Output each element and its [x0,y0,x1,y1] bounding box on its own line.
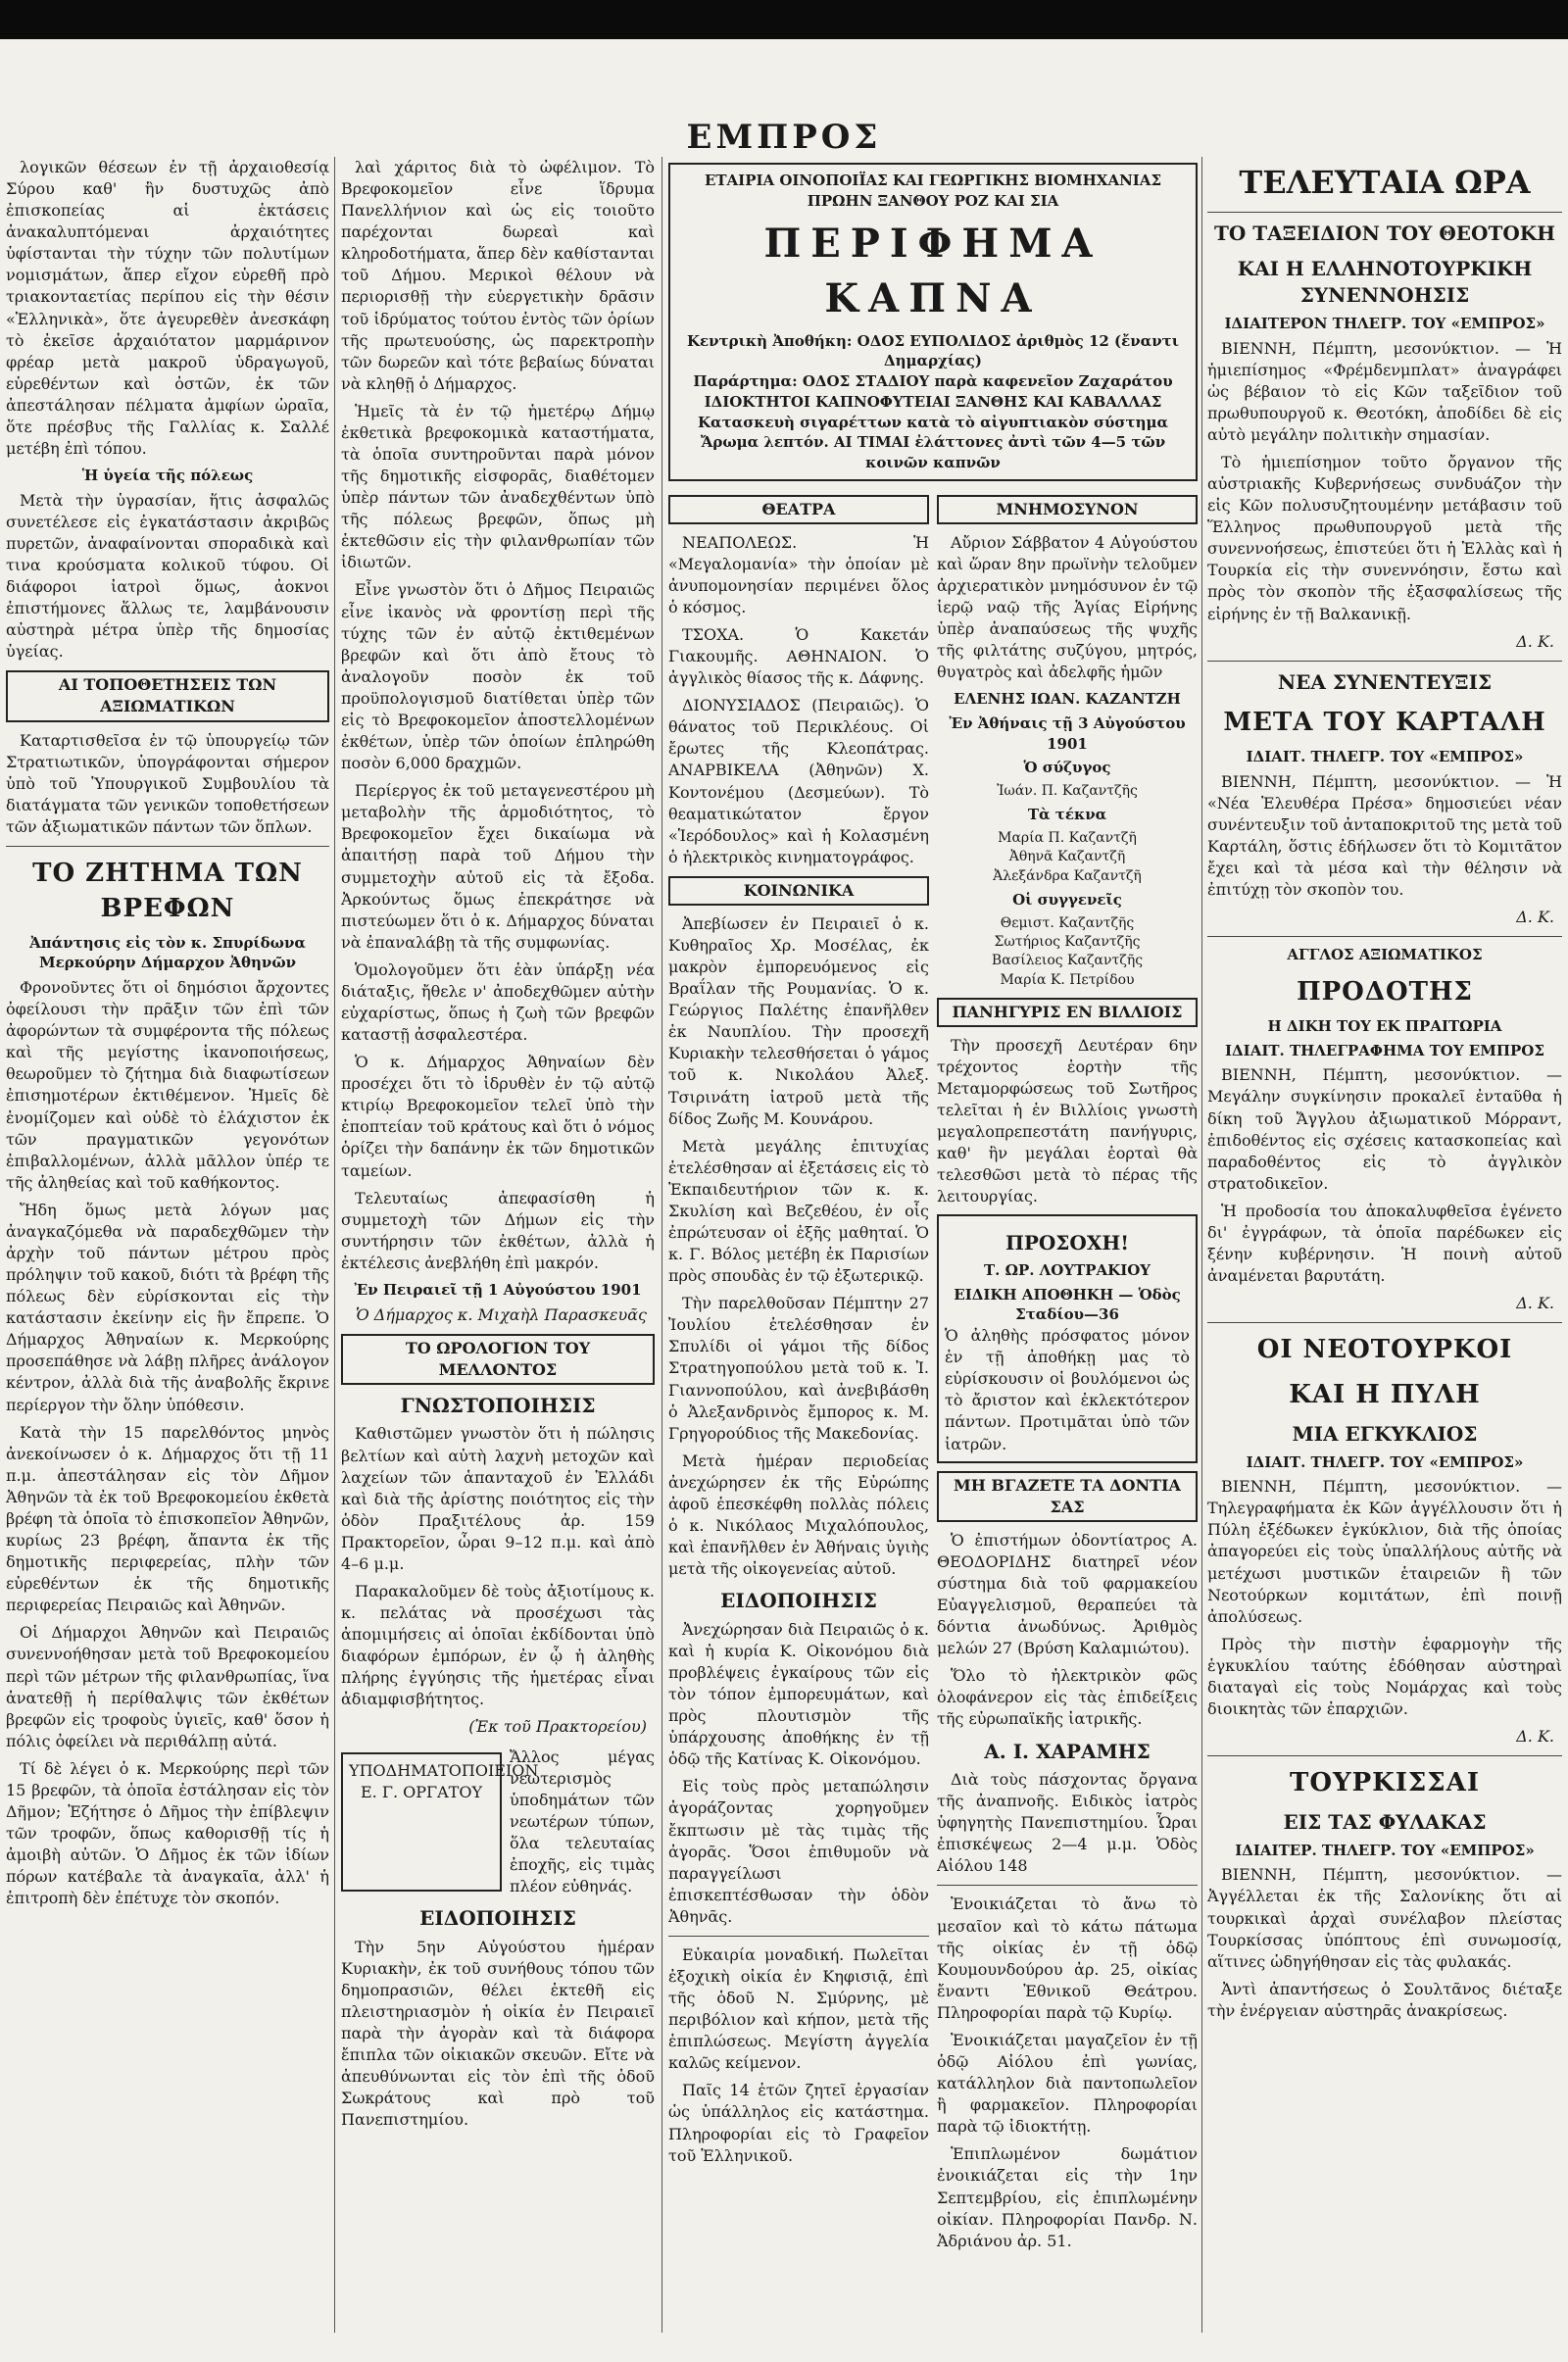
article-text: Παρακαλοῦμεν δὲ τοὺς ἀξιοτίμους κ. κ. πελάτας νὰ προσέχωσι τὰς ἀπομιμήσεις αἱ ὁποῖαι ἐκδίδονται ὑπὸ διαφόρων ἐμπόρων, ἐν ᾧ ἡ ἀληθὴς πλήρης ἐγγύησις τῆς ἡμετέρας εἶναι ἀδιαμφισβήτητος. [341,1581,655,1709]
article-text: Ἡ προδοσία του ἀποκαλυφθεῖσα ἐγένετο δι' ἐγγράφων, τὰ ὁποῖα παρέδωκεν εἰς ξένην κυβέρνησιν. Ἡ ποινὴ αὐτοῦ ἀναμένεται βαρυτάτη. [1207,1201,1562,1286]
classified-ad: Ἐνοικιάζεται μαγαζεῖον ἐν τῇ ὁδῷ Αἰόλου ἐπὶ γωνίας, κατάλληλον διὰ παντοπωλεῖον ἢ φαρμακεῖον. Πληροφορίαι παρὰ τῷ ἰδιοκτήτῃ. [937,2030,1198,2137]
social-heading: ΚΟΙΝΩΝΙΚΑ [668,876,929,906]
article-text: Αὔριον Σάββατον 4 Αὐγούστου καὶ ὥραν 8ην πρωϊνὴν τελοῦμεν ἀρχιερατικὸν μνημόσυνον ἐν τῷ ἱερῷ ναῷ τῆς Ἁγίας Εἰρήνης ὑπὲρ ἀναπαύσεως τῆς ψυχῆς τῆς φιλτάτης συζύγου, μητρός, θυγατρὸς καὶ ἀδελφῆς ἡμῶν [937,532,1198,682]
family-member: Μαρία Π. Καζαντζῆ [998,829,1137,846]
article-headline: ΚΑΙ Η ΠΥΛΗ [1289,1380,1481,1410]
article-text: Τί δὲ λέγει ὁ κ. Μερκούρης περὶ τῶν 15 βρεφῶν, τὰ ὁποῖα ἐστάλησαν εἰς τὸν Δῆμον; Ἐζήτησε ὁ Δῆμος τὴν ἐπίβλεψιν τῶν τροφῶν, ὅπως καθορισθῇ τίς ἡ ἀμοιβὴ αὐτῶν. Ὁ Δῆμος ἐκ τῶν ἰδίων πόρων κατέβαλε τὰ ἀναγκαῖα, ἀλλ' ἡ ἐπιτροπὴ δὲν ἐπέτυχε τὸν σκοπόν. [6,1758,329,1908]
tobacco-ad-line: Ἄρωμα λεπτόν. ΑΙ ΤΙΜΑΙ ἐλάττονες ἀντὶ τῶν 4—5 τῶν κοινῶν καπνῶν [700,433,1166,471]
article-text: Ὅλο τὸ ἠλεκτρικὸν φῶς ὁλοφάνερον εἰς τὰς ἐπιδείξεις τῆς εὐρωπαϊκῆς ἰατρικῆς. [937,1666,1198,1729]
article-text: λογικῶν θέσεων ἐν τῇ ἀρχαιοθεσίᾳ Σύρου καθ' ἣν δυστυχῶς ἀπὸ ἐπισκοπείας αἱ ἐκτάσεις ἀνακαλυπτόμεναι ἀρχαιότητες ὑφίστανται τὴν τύχην τῶν πολυτίμων νομισμάτων, ἅπερ εἴχον εὑρεθῆ πρὸ τριακονταετίας περίπου εἰς τὴν θέσιν «Ἑλληνικὰ», ὅτε ἀγευρεθὲν ἀνεσκάφη τὸ ἐκεῖσε ἀρχαιότατον μαρμάρινον φρέαρ μετὰ μακροῦ ὑδραγωγοῦ, εὑρεθέντων καὶ ὀστῶν, ἐκ τῶν ἀπεστάλησαν πέλματα ἀμφίων ὠραῖα, ὅτε πρέσβυς τῆς Γαλλίας κ. Σαλλέ μετέβη ἐπὶ τόπου. [6,158,329,459]
divider [1207,661,1562,662]
article-headline: ΤΟΥΡΚΙΣΣΑΙ [1290,1768,1480,1798]
memorial-heading: ΜΝΗΜΟΣΥΝΟΝ [937,495,1198,524]
tobacco-ad-former: ΠΡΩΗΝ ΞΑΝΘΟΥ ΡΟΖ ΚΑΙ ΣΙΑ [807,191,1059,210]
article-text: Εἰς τοὺς πρὸς μεταπώλησιν ἀγοράζοντας χορηγοῦμεν ἔκπτωσιν μὲ τὰς τιμὰς τῆς ἀγορᾶς. Ὅσοι ἐπιθυμοῦν νὰ παραγγείλωσι ἐπισκεπτέσθωσαν τὴν ὁδὸν Ἀθηνᾶς. [668,1777,929,1926]
article-text: Ὁ ἀληθὴς πρόσφατος μόνον ἐν τῇ ἀποθήκῃ μας τὸ εὑρίσκουσιν οἱ βουλόμενοι ὡς τὸ ἄριστον καὶ ἐκλεκτότερον πάντων. Προτιμᾶται ὑπὸ τῶν ἰατρῶν. [945,1326,1190,1453]
attention-heading: ΠΡΟΣΟΧΗ! [1004,1230,1130,1255]
article-text: Μετὰ ἡμέραν περιοδείας ἀνεχώρησεν ἐκ τῆς Εὐρώπης ἀφοῦ ἐπεσκέφθη πολλὰς πόλεις ὁ κ. Νικόλαος Μιχαλόπουλος, καὶ ἐπανῆλθεν ἐν Ἀθήναις ὑγιὴς μετὰ τῆς οἰκογενείας αὐτοῦ. [668,1451,929,1579]
attention-sub: ΕΙΔΙΚΗ ΑΠΟΘΗΚΗ — Ὁδὸς Σταδίου—36 [954,1285,1181,1324]
masthead: ΕΜΠΡΟΣ [686,118,882,157]
dateline: ΙΔΙΑΙΤ. ΤΗΛΕΓΡ. ΤΟΥ «ΕΜΠΡΟΣ» [1246,748,1524,766]
tobacco-ad-line: Κατασκευὴ σιγαρέττων κατὰ τὸ αἰγυπτιακὸν σύστημα [698,413,1168,431]
theatres-heading: ΘΕΑΤΡΑ [668,495,929,524]
article-text: Τὸ ἡμιεπίσημον τοῦτο ὄργανον τῆς αὐστριακῆς Κυβερνήσεως συνδυάζον τὴν εἰς Κῶν πολυσυζητουμένην μετάβασιν τοῦ Ἕλληνος πρωθυπουργοῦ μετὰ τῆς συνεννοήσεως, ἐπιστεύει ὅτι ἡ Ἑλλὰς καὶ ἡ Τουρκία εἰς τὴν συνεννόησιν, ἔστω καὶ πρὸς τὸν σκοπὸν τῆς ἐξασφαλίσεως τῆς εἰρήνης ἐν τῇ Βαλκανικῇ. [1207,453,1562,623]
shoe-ad-title: ΥΠΟΔΗΜΑΤΟΠΟΙΕΙΟΝ Ε. Γ. ΟΡΓΑΤΟΥ [341,1752,502,1893]
column-2 [341,157,655,2333]
divider [1207,212,1562,213]
dateline: Ἐν Πειραιεῖ τῇ 1 Αὐγούστου 1901 [354,1280,642,1299]
article-text: Ὁ ἐπιστήμων ὀδοντίατρος Α. ΘΕΟΔΟΡΙΔΗΣ διατηρεῖ νέον σύστημα διὰ τοῦ φαρμακείου Εὐαγγελισμοῦ, θεραπεύει τὰ δόντια ἀνωδύνως. Ἀριθμὸς μελών 27 (Βρύση Καλαμιώτου). [937,1530,1198,1658]
column-3-split [668,487,1198,2258]
signature: Δ. Κ. [1516,631,1554,651]
article-headline: ΑΓΓΛΟΣ ΑΞΙΩΜΑΤΙΚΟΣ [1287,946,1483,964]
article-headline: ΠΡΟΔΟΤΗΣ [1297,977,1473,1008]
classified-ad: Ἐνοικιάζεται τὸ ἄνω τὸ μεσαῖον καὶ τὸ κάτω πάτωμα τῆς οἰκίας ἐν τῇ ὁδῷ Κουμουνδούρου ἀρ. 25, οἰκίας ἔναντι Ἐθνικοῦ Θεάτρου. Πληροφορίαι παρὰ τῷ Κυρίῳ. [937,1895,1198,2022]
article-subheadline: Η ΔΙΚΗ ΤΟΥ ΕΚ ΠΡΑΙΤΩΡΙΑ [1267,1016,1502,1035]
column-3-left [668,487,929,2258]
article-text: λαὶ χάριτος διὰ τὸ ὠφέλιμον. Τὸ Βρεφοκομεῖον εἶνε ἵδρυμα Πανελλήνιον καὶ ὡς εἰς τοιοῦτο παρέχονται δωρεαὶ καὶ κληροδοτήματα, ἅπερ δὲν καθίστανται τοῦ Δήμου. Μερικοὶ θέλουν νὰ περιορισθῇ τὴν εὐεργετικὴν δρᾶσιν τοῦ ἱδρύματος τούτου ἐντὸς τῶν ὁρίων τῆς πρωτευούσης, ὡς παρεκτροπὴν τῶν δωρεῶν καὶ τότε βεβαίως δύναται νὰ κληθῇ ὁ Δήμαρχος. [341,158,655,393]
article-text: Ἡμεῖς τὰ ἐν τῷ ἡμετέρῳ Δήμῳ ἐκθετικὰ βρεφοκομικὰ καταστήματα, τὰ ὁποῖα συντηροῦνται παρὰ μόνον τῆς δημοτικῆς εἰσφορᾶς, διαθέτομεν ὑπὲρ πάντων τῶν ἀναδεχθέντων ὑπὸ τῆς πόλεως βρεφῶν, ὅπως μὴ ἐκτεθῶσιν εἰς τὴν φιλανθρωπίαν τῶν ἰδιωτῶν. [341,401,655,572]
tobacco-ad-line: Παράρτημα: ΟΔΟΣ ΣΤΑΔΙΟΥ παρὰ καφενεῖον Ζαχαράτου [693,372,1173,391]
family-member: Ἀθηνᾶ Καζαντζῆ [1008,849,1126,865]
column-1 [6,157,329,2333]
article-text: Ἀπεβίωσεν ἐν Πειραιεῖ ὁ κ. Κυθηραῖος Χρ. Μοσέλας, ἐκ μακρὸν ἐμπορευόμενος εἰς Βραΐλαν τῆς Ρουμανίας. Ὁ κ. Γεώργιος Παλέτης ἐπανῆλθεν ἐκ Ναυπλίου. Τὴν προσεχῆ Κυριακὴν τελεσθήσεται ὁ γάμος τοῦ κ. Νικολάου Ἀλεξ. Τσιρινάτη ἰατροῦ μετὰ τῆς δίδος Ζωῆς Μ. Κουνάρου. [668,913,929,1128]
tobacco-ad-line: Κεντρικὴ Ἀποθήκη: ΟΔΟΣ ΕΥΠΟΛΙΔΟΣ ἀριθμὸς 12 (ἔναντι Δημαρχίας) [686,331,1179,370]
article-subheadline: ΜΙΑ ΕΓΚΥΚΛΙΟΣ [1292,1421,1478,1446]
article-text: ΤΣΟΧΑ. Ὁ Κακετάν Γιακουμῆς. ΑΘΗΝΑΙΟΝ. Ὁ ἀγγλικὸς θίασος τῆς κ. Δάφνης. [668,624,929,688]
article-text: ΔΙΟΝΥΣΙΑΔΟΣ (Πειραιῶς). Ὁ θάνατος τοῦ Περικλέους. Οἱ ἔρωτες τῆς Κλεοπάτρας. ΑΝΑΡΒΙΚΕΛΑ (Ἀθηνῶν) Χ. Κοντονέμου (Δεσμεύων). Τὸ θεαματικώτατον ἔργον «Ἱερόδουλος» καὶ ἡ Κολασμένη ὁ ἠλεκτρικὸς κινηματογράφος. [668,696,929,866]
article-text: Μετὰ μεγάλης ἐπιτυχίας ἐτελέσθησαν αἱ ἐξετάσεις εἰς τὸ Ἐκπαιδευτήριον τῶν κ. κ. Σκυλίση καὶ Βεζεθέου, ἐν οἷς ἐπρώτευσαν οἱ ἑξῆς μαθηταί. Ὁ κ. Γ. Βόλος μετέβη ἐκ Παρισίων πρὸς σπουδὰς ἐν τῷ ἐξωτερικῷ. [668,1136,929,1286]
divider [1207,936,1562,937]
notice-heading: ΕΙΔΟΠΟΙΗΣΙΣ [720,1589,877,1613]
family-member: Μαρία Κ. Πετρίδου [1000,971,1135,988]
article-text: ΝΕΑΠΟΛΕΩΣ. Ἡ «Μεγαλομανία» τὴν ὁποίαν μὲ ἀνυπομονησίαν περιμένει ὅλος ὁ κόσμος. [668,532,929,616]
tobacco-ad-title: ΠΕΡΙΦΗΜΑ ΚΑΠΝΑ [763,221,1102,321]
shoe-ad-text: Ἄλλος μέγας νεωτερισμὸς ὑποδημάτων τῶν νεωτέρων τύπων, ὅλα τελευταίας ἐποχῆς, εἰς τιμὰς πλέον εὐθηνάς. [510,1747,655,1895]
article-text: Τὴν προσεχῆ Δευτέραν 6ην τρέχοντος ἑορτὴν τῆς Μεταμορφώσεως τοῦ Σωτῆρος τελεῖται ἡ ἐν Βιλλίοις γνωστὴ μεγαλοπρεπεστάτη πανήγυρις, καθ' ἣν μεγάλαι ἑορταὶ θὰ τελεσθῶσι μετὰ τὸ πέρας τῆς λειτουργίας. [937,1035,1198,1206]
dateline: ΙΔΙΑΙΤ. ΤΗΛΕΓΡΑΦΗΜΑ ΤΟΥ ΕΜΠΡΟΣ [1225,1041,1544,1059]
article-text: Φρονοῦντες ὅτι οἱ δημόσιοι ἄρχοντες ὀφείλουσι τὴν πρᾶξιν τῶν ἐπὶ τῶν ἀφορώντων τὰ συμφέροντα τῆς πόλεως καὶ τῆς μεγίστης ἱκανοποιήσεως, θεωροῦμεν τὸ ζήτημα διὰ διαφωτίσεων ἐπισημοτέρων ἐκτιθέμενον. Ἡμεῖς δὲ ἑνομίζομεν καὶ οὐδὲ τὸ ἐλάχιστον ἐκ τῶν πραγματικῶν γεγονότων ἐπιβαλλομένων, ἀλλὰ μᾶλλον ὑπέρ τε τῆς ἀληθείας καὶ τοῦ καθήκοντος. [6,978,329,1192]
article-text: ΒΙΕΝΝΗ, Πέμπτη, μεσονύκτιον. — Ἡ «Νέα Ἐλευθέρα Πρέσα» δημοσιεύει νέαν συνέντευξιν τοῦ ἀνταποκριτοῦ της μετὰ τοῦ Καρτάλη, ὅστις ἐδήλωσεν ὅτι τὸ Κομιτᾶτον ἔχει καὶ τὰ μέσα καὶ τὴν θέλησιν νὰ ἐπιτύχῃ τὸν σκοπὸν του. [1207,771,1562,900]
dentist-heading: ΜΗ ΒΓΑΖΕΤΕ ΤΑ ΔΟΝΤΙΑ ΣΑΣ [937,1471,1198,1522]
tobacco-ad-company: ΕΤΑΙΡΙΑ ΟΙΝΟΠΟΙΪΑΣ ΚΑΙ ΓΕΩΡΓΙΚΗΣ ΒΙΟΜΗΧΑΝΙΑΣ [704,172,1162,189]
memorial-name: ΕΛΕΝΗΣ ΙΩΑΝ. ΚΑΖΑΝΤΖΗ [954,690,1181,709]
signature: (Ἐκ τοῦ Πρακτορείου) [468,1717,647,1737]
article-text: ΒΙΕΝΝΗ, Πέμπτη, μεσονύκτιον. — Ἀγγέλλεται ἐκ τῆς Σαλονίκης ὅτι αἱ τουρκικαὶ ἀρχαὶ συνέλαβον πλείστας Τουρκίσσας ὑπόπτους ἐπὶ συνωμοσίᾳ, αἵτινες ὡδηγήθησαν εἰς τὰς φυλακάς. [1207,1865,1562,1971]
signature: Δ. Κ. [1516,908,1554,927]
doctor-heading: Α. Ι. ΧΑΡΑΜΗΣ [984,1739,1151,1763]
family-member: Ἀλεξάνδρα Καζαντζῆ [993,867,1142,884]
article-text: Ὁ κ. Δήμαρχος Ἀθηναίων δὲν προσέχει ὅτι τὸ ἱδρυθὲν ἐν τῷ αὐτῷ κτιρίῳ Βρεφοκομεῖον τελεῖ ὑπὸ τὴν ἐποπτείαν τοῦ κράτους καὶ ὅτι ὁ νόμος ὁρίζει τὴν δαπάνην ἐκ τῶν δημοτικῶν ταμείων. [341,1053,655,1180]
article-headline: ΜΕΤΑ ΤΟΥ ΚΑΡΤΑΛΗ [1223,708,1546,738]
signature: Δ. Κ. [1516,1727,1554,1747]
article-text: Ἤδη ὅμως μετὰ λόγων μας ἀναγκαζόμεθα νὰ παραδεχθῶμεν τὴν ἀρχὴν τοῦ πάντων μέτρου πρὸς πρόληψιν τοῦ κακοῦ, διότι τὰ βρέφη τῆς πόλεως δὲν εὑρίσκονται εἰς τὴν κατάστασιν ἐκείνην εἰς ἣν ἔπρεπε. Ὁ Δήμαρχος Ἀθηναίων κ. Μερκούρης προσεπάθησε νὰ λάβῃ πλῆρες ἀνάλογον κέντρον, ἀλλὰ διὰ τῆς ἀναβολῆς ἔκρινε περίεργον τὴν ὅλην ὑπόθεσιν. [6,1200,329,1414]
article-text: Ὁμολογοῦμεν ὅτι ἐὰν ὑπάρξῃ νέα διάταξις, ἤθελε ν' ἀποδεχθῶμεν αὐτὴν εὐχαρίστως, ὅπως ἡ ζωὴ τῶν βρεφῶν καταστῇ ἀσφαλεστέρα. [341,960,655,1045]
article-text: Τὴν 5ην Αὐγούστου ἡμέραν Κυριακὴν, ἐκ τοῦ συνήθους τόπου τῶν δημοπρασιῶν, θέλει ἐκτεθῆ εἰς πλειστηριασμὸν ἡ οἰκία ἐν Πειραιεῖ παρὰ τὴν ἀγορὰν καὶ τὰ διάφορα ἔπιπλα τῶν οἰκιακῶν σκευῶν. Εἴτε νὰ ἀπευθύνωνται εἰς τὸν ἐπὶ τῆς ὁδοῦ Σωκράτους καὶ πρὸ τοῦ Πανεπιστημίου. [341,1937,655,2130]
article-text: Εἶνε γνωστὸν ὅτι ὁ Δῆμος Πειραιῶς εἶνε ἰκανὸς νὰ φροντίσῃ περὶ τῆς τύχης τῶν ἐν αὐτῷ ἐκτιθεμένων βρεφῶν καὶ ὅτι ἀπὸ ἔτους τὸ ἀναλογοῦν ποσὸν ἐκ τοῦ προϋπολογισμοῦ διατίθεται ὑπὲρ τῶν εἰς τὸ Βρεφοκομεῖον ἀποστελλομένων ἐκθέτων, ὑπὲρ τῶν ὁποίων ἐπληρώθη ποσὸν 6,000 δραχμῶν. [341,580,655,773]
classified-ad: Ἐπιπλωμένον δωμάτιον ἐνοικιάζεται εἰς τὴν 1ην Σεπτεμβρίου, εἰς ἐπιπλωμένην οἰκίαν. Πληροφορίαι Πανδρ. Ν. Ἀδριάνου ἀρ. 51. [937,2144,1198,2250]
article-text: Τὴν παρελθοῦσαν Πέμπτην 27 Ἰουλίου ἐτελέσθησαν ἐν Σπυλίδι οἱ γάμοι τῆς δίδος Στρατηγοπούλου μετὰ τοῦ κ. Ἰ. Γιαννοπούλου, καὶ ἀνεβιβάσθη ὁ Ἀλεξανδρινὸς ἔμπορος κ. Μ. Γρηγορούδιος τῆς Μακεδονίας. [668,1294,929,1443]
divider [1207,1755,1562,1756]
family-member: Θεμιστ. Καζαντζῆς [1000,914,1135,931]
dateline: ΙΔΙΑΙΤΕΡΟΝ ΤΗΛΕΓΡ. ΤΟΥ «ΕΜΠΡΟΣ» [1224,314,1545,332]
shoe-ad [341,1747,655,1898]
article-headline: ΝΕΑ ΣΥΝΕΝΤΕΥΞΙΣ [1277,669,1493,694]
signature: Ὁ Δήμαρχος κ. Μιχαὴλ Παρασκευᾶς [355,1304,647,1324]
article-text: Καθιστῶμεν γνωστὸν ὅτι ἡ πώλησις βελτίων καὶ αὐτὴ λαχνὴ μετοχῶν καὶ λαχείων τῶν ἁπανταχοῦ ἐν Ἑλλάδι καὶ διὰ τῆς ἀρίστης ποιότητος εἰς τὴν ὁδὸν Πραξιτέλους ἀρ. 159 Πρακτορεῖον, ὧραι 9–12 π.μ. καὶ ἀπὸ 4–6 μ.μ. [341,1424,655,1573]
article-headline: ΤΟ ΖΗΤΗΜΑ ΤΩΝ ΒΡΕΦΩΝ [32,858,303,923]
attention-sub: Τ. ΩΡ. ΛΟΥΤΡΑΚΙΟΥ [983,1261,1151,1280]
article-text: Οἱ Δήμαρχοι Ἀθηνῶν καὶ Πειραιῶς συνεννοήθησαν μετὰ τοῦ Βρεφοκομείου περὶ τῶν μέτρων τῆς φιλανθρωπίας, ἵνα ἀνατεθῇ ἡ περίθαλψις τῶν ἐκθέτων βρεφῶν εἰς τροφοὺς ὑγιεῖς, καθ' ὅσον ἡ πόλις ὀφείλει νὰ περιθάλπῃ αὐτά. [6,1623,329,1750]
attention-ad [937,1214,1198,1463]
article-text: Καταρτισθεῖσα ἐν τῷ ὑπουργείῳ τῶν Στρατιωτικῶν, ὑπογράφονται σήμερον ὑπὸ τοῦ Ὑπουργικοῦ Συμβουλίου τὰ διατάγματα τῶν γενικῶν τοποθετήσεων τῶν ἀξιωματικῶν πάντων τῶν ὅπλων. [6,730,329,836]
column-3 [668,157,1198,2333]
article-headline: ΚΑΙ Η ΕΛΛΗΝΟΤΟΥΡΚΙΚΗ ΣΥΝΕΝΝΟΗΣΙΣ [1237,256,1533,308]
memorial-family [937,758,1198,990]
article-headline: ΟΙ ΝΕΟΤΟΥΡΚΟΙ [1256,1335,1513,1365]
section-heading: Ἡ ὑγεία τῆς πόλεως [81,467,254,485]
dateline: ΙΔΙΑΙΤΕΡ. ΤΗΛΕΓΡ. ΤΟΥ «ΕΜΠΡΟΣ» [1235,1841,1535,1859]
tobacco-ad [668,163,1198,481]
article-text: Διὰ τοὺς πάσχοντας ὄργανα τῆς ἀναπνοῆς. Ειδικὸς ἰατρὸς ὑφηγητὴς Πανεπιστημίου. Ὧραι ἐπισκέψεως 2—4 μ.μ. Ὁδὸς Αἰόλου 148 [937,1770,1198,1876]
divider [668,1936,929,1937]
article-text: Ἀντὶ ἀπαντήσεως ὁ Σουλτᾶνος διέταξε τὴν ἐνέργειαν αὐστηρᾶς ἀνακρίσεως. [1207,1979,1562,2020]
family-member: Ἰωάν. Π. Καζαντζῆς [997,782,1138,799]
scan-top-bar [0,0,1568,39]
family-heading: Τὰ τέκνα [1027,806,1107,824]
article-text: Κατὰ τὴν 15 παρελθόντος μηνὸς ἀνεκοίνωσεν ὁ κ. Δήμαρχος ὅτι τῇ 11 π.μ. ἀπεστάλησαν εἰς τὸν Δῆμον Ἀθηνῶν τὰ ἐκ τοῦ Βρεφοκομείου ἐκθετὰ βρέφη τὰ ὁποῖα τὸ ἐπισκοπεῖον Ἀθηνῶν, κυρίως 23 βρέφη, ἄπαντα ἐκ τῆς δημοτικῆς περιφερείας, πλὴν τῶν εὑρεθέντων ἐκ τῆς δημοτικῆς περιφερείας Πειραιῶς καὶ Ἀθηνῶν. [6,1422,329,1615]
signature: Δ. Κ. [1516,1294,1554,1313]
article-text: Τελευταίως ἀπεφασίσθη ἡ συμμετοχὴ τῶν Δήμων εἰς τὴν συντήρησιν τῶν ἐκθέτων, ἀλλὰ ἡ ἐκτέλεσις ἀνεβλήθη ἐπὶ μακρόν. [341,1188,655,1272]
last-hour-banner: ΤΕΛΕΥΤΑΙΑ ΩΡΑ [1239,164,1531,201]
dateline: Ἐν Ἀθήναις τῇ 3 Αὐγούστου 1901 [949,714,1186,753]
family-heading: Οἱ συγγενεῖς [1012,890,1122,909]
section-heading-box: ΤΟ ΩΡΟΛΟΓΙΟΝ ΤΟΥ ΜΕΛΛΟΝΤΟΣ [341,1334,655,1385]
article-text: Ἀνεχώρησαν διὰ Πειραιῶς ὁ κ. καὶ ἡ κυρία Κ. Οἰκονόμου διὰ προβλέψεις ἐγκαίρους τῶν εἰς τὸν τόπον ἐμπορευμάτων, καὶ πρὸς πλουτισμὸν τῆς ὑπάρχουσης ἀποθήκης ἐν τῇ ὁδῷ τῆς Κατίνας Κ. Οἰκονόμου. [668,1619,929,1769]
article-text: ΒΙΕΝΝΗ, Πέμπτη, μεσονύκτιον. — Ἡ ἡμιεπίσημος «Φρέμδενμπλατ» ἀναγράφει ὡς βέβαιον τὸ εἰς Κῶν ταξεῖδιον τοῦ πρωθυπουργοῦ κ. Θεοτόκη, ἀποδίδει δὲ εἰς αὐτὸ μεγάλην πολιτικὴν σημασίαν. [1207,338,1562,444]
article-text: Μετὰ τὴν ὑγρασίαν, ἥτις ἀσφαλῶς συνετέλεσε εἰς ἐγκατάστασιν ἀκριβῶς πυρετῶν, ἀναφαίνονται σποραδικὰ καὶ τινα κρούσματα κολικοῦ τύφου. Οἱ διάφοροι ἰατροὶ ὅμως, ἀοκνοι ἐπιστήμονες ἅλλως τε, λαμβάνουσιν αὐστηρὰ μέτρα ὑπὲρ τῆς δημοσίας ὑγείας. [6,490,329,662]
notice-heading: ΓΝΩΣΤΟΠΟΙΗΣΙΣ [400,1393,596,1417]
family-member: Βασίλειος Καζαντζῆς [991,953,1144,969]
article-subheadline: Ἀπάντησις εἰς τὸν κ. Σπυρίδωνα Μερκούρην Δήμαρχον Ἀθηνῶν [29,933,306,972]
divider [6,846,329,847]
family-member: Σωτήριος Καζαντζῆς [994,933,1141,950]
section-heading-box: ΑΙ ΤΟΠΟΘΕΤΗΣΕΙΣ ΤΩΝ ΑΞΙΩΜΑΤΙΚΩΝ [6,670,329,721]
dateline: ΙΔΙΑΙΤ. ΤΗΛΕΓΡ. ΤΟΥ «ΕΜΠΡΟΣ» [1246,1452,1524,1471]
column-rule [334,157,335,2333]
article-text: Πρὸς τὴν πιστὴν ἐφαρμογὴν τῆς ἐγκυκλίου ταύτης ἐδόθησαν αὐστηραὶ διαταγαὶ εἰς τοὺς Νομάρχας καὶ τοὺς διοικητὰς τῶν ἐπαρχιῶν. [1207,1634,1562,1719]
column-3-right [937,487,1198,2258]
family-heading: Ὁ σύζυγος [1023,759,1111,777]
article-headline: ΕΙΣ ΤΑΣ ΦΥΛΑΚΑΣ [1283,1810,1487,1835]
column-rule [1201,157,1202,2333]
divider [1207,1322,1562,1323]
column-4 [1207,157,1562,2333]
article-text: ΒΙΕΝΝΗ, Πέμπτη, μεσονύκτιον. — Μεγάλην συγκίνησιν προκαλεῖ ἐνταῦθα ἡ δίκη τοῦ Ἄγγλου ἀξιωματικοῦ Μόρραντ, ἐπιδοθέντος εἰς σχέσεις κατασκοπείας καὶ παραδοθέντος εἰς τὸ ἀγγλικὸν στρατοδικεῖον. [1207,1065,1562,1193]
article-headline: ΤΟ ΤΑΞΕΙΔΙΟΝ ΤΟΥ ΘΕΟΤΟΚΗ [1213,221,1556,246]
article-text: ΒΙΕΝΝΗ, Πέμπτη, μεσονύκτιον. — Τηλεγραφήματα ἐκ Κῶν ἀγγέλλουσιν ὅτι ἡ Πύλη ἐξέδωκεν ἐγκύκλιον, διὰ τῆς ὁποίας ἀπαγορεύει εἰς τοὺς ὑπαλλήλους αὐτῆς νὰ μετέχωσι μυστικῶν ἑταιρειῶν ἢ τῶν Νεοτούρκων κομιτάτων, ἐπὶ ποινῇ ἀπολύσεως. [1207,1477,1562,1626]
classified-ad: Παῖς 14 ἐτῶν ζητεῖ ἐργασίαν ὡς ὑπάλληλος εἰς κατάστημα. Πληροφορίαι εἰς τὸ Γραφεῖον τοῦ Ἑλληνικοῦ. [668,2081,929,2165]
fair-heading: ΠΑΝΗΓΥΡΙΣ ΕΝ ΒΙΛΛΙΟΙΣ [937,998,1198,1027]
classified-ad: Εὐκαιρία μοναδική. Πωλεῖται ἐξοχικὴ οἰκία ἐν Κηφισιᾷ, ἐπὶ τῆς ὁδοῦ Ν. Σμύρνης, μὲ περιβόλιον καὶ κήπον, μετὰ τῆς ἐπιπλώσεως. Μεγίστη ἀγγελία καλῶς κείμενον. [668,1944,929,2073]
article-text: Περίεργος ἐκ τοῦ μεταγενεστέρου μὴ μεταβολὴν τῆς ἁρμοδιότητος, τὸ Βρεφοκομεῖον ἔχει δικαίωμα νὰ ἀπαιτήσῃ παρὰ τοῦ Δήμου τὴν συμμετοχὴν αὐτοῦ εἰς τὰ ἔξοδα. Ἀρκούντως ὅμως ἐπεκράτησε νὰ πιστεύωμεν ὅτι ὁ κ. Δήμαρχος δύναται νὰ ἐπαναλάβῃ τὰ τῆς συμφωνίας. [341,781,655,952]
notice-heading: ΕΙΔΟΠΟΙΗΣΙΣ [419,1906,576,1931]
tobacco-ad-line: ΙΔΙΟΚΤΗΤΟΙ ΚΑΠΝΟΦΥΤΕΙΑΙ ΞΑΝΘΗΣ ΚΑΙ ΚΑΒΑΛΛΑΣ [704,392,1162,411]
divider [937,1885,1198,1886]
